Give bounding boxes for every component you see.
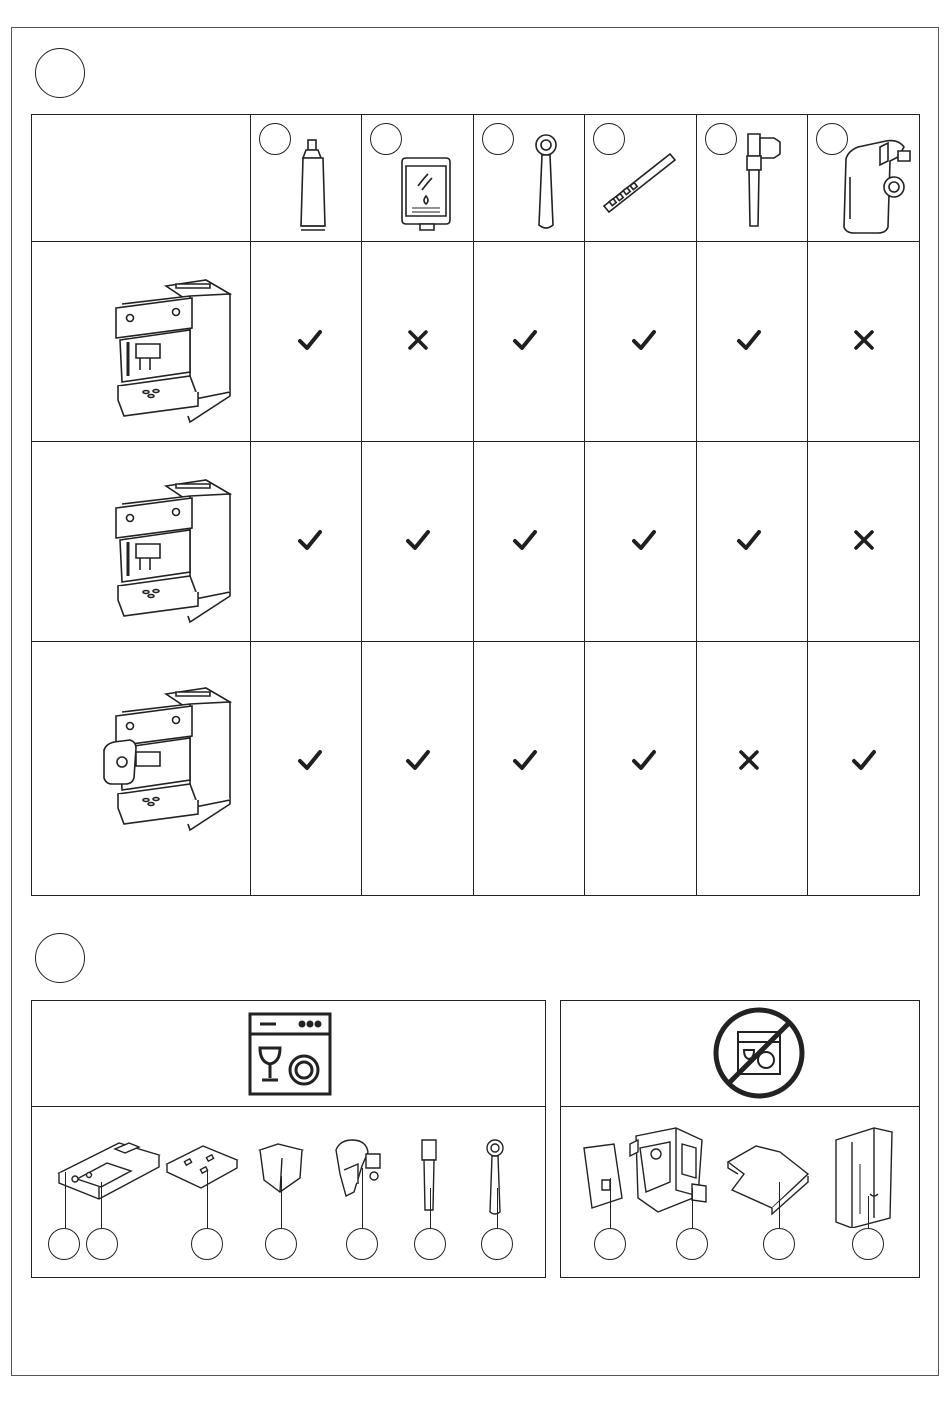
measuring-scoop-icon	[484, 1138, 506, 1218]
part-number-circle	[414, 1228, 446, 1260]
milk-frother-nozzle-icon	[738, 130, 786, 230]
no-dishwasher-icon	[712, 1006, 806, 1100]
accessory-number-circle	[259, 123, 291, 155]
check-icon	[628, 744, 660, 776]
accessory-number-circle	[705, 123, 737, 155]
part-number-circle	[265, 1228, 297, 1260]
drip-tray-cover-icon	[163, 1142, 243, 1206]
check-icon	[294, 324, 326, 356]
check-icon	[848, 744, 880, 776]
part-number-circle	[763, 1228, 795, 1260]
part-number-circle	[346, 1228, 378, 1260]
check-icon	[294, 524, 326, 556]
espresso-machine-steam-wand-icon	[106, 476, 240, 628]
test-strip-icon	[600, 148, 678, 220]
check-icon	[402, 524, 434, 556]
cross-icon	[848, 324, 880, 356]
drip-tray-icon	[55, 1135, 165, 1215]
espresso-machine-milk-carafe-icon	[100, 684, 240, 836]
bean-hopper-lid-icon	[722, 1140, 814, 1216]
accessory-number-circle	[370, 123, 402, 155]
brew-group-icon	[626, 1124, 714, 1216]
check-icon	[294, 744, 326, 776]
check-icon	[509, 744, 541, 776]
part-number-circle	[48, 1228, 80, 1260]
espresso-machine-steam-wand-icon	[106, 276, 240, 428]
accessory-number-circle	[482, 123, 514, 155]
cross-icon	[848, 524, 880, 556]
part-number-circle	[191, 1228, 223, 1260]
water-filter-icon	[396, 156, 456, 234]
check-icon	[628, 524, 660, 556]
check-icon	[733, 324, 765, 356]
section-number-circle	[35, 48, 85, 98]
part-number-circle	[86, 1228, 118, 1260]
check-icon	[628, 324, 660, 356]
check-icon	[402, 744, 434, 776]
check-icon	[733, 524, 765, 556]
part-number-circle	[594, 1228, 626, 1260]
measuring-scoop-icon	[528, 133, 564, 233]
brew-group-door-icon	[580, 1140, 626, 1212]
cross-icon	[402, 324, 434, 356]
dishwasher-icon	[248, 1012, 332, 1096]
check-icon	[509, 524, 541, 556]
grease-tube-icon	[296, 138, 330, 234]
part-number-circle	[676, 1228, 708, 1260]
part-number-circle	[481, 1228, 513, 1260]
milk-nozzle-icon	[330, 1136, 390, 1206]
check-icon	[509, 324, 541, 356]
cross-icon	[733, 744, 765, 776]
water-tank-icon	[830, 1124, 896, 1228]
section-number-circle	[35, 933, 85, 983]
milk-carafe-icon	[836, 137, 918, 237]
part-number-circle	[852, 1228, 884, 1260]
